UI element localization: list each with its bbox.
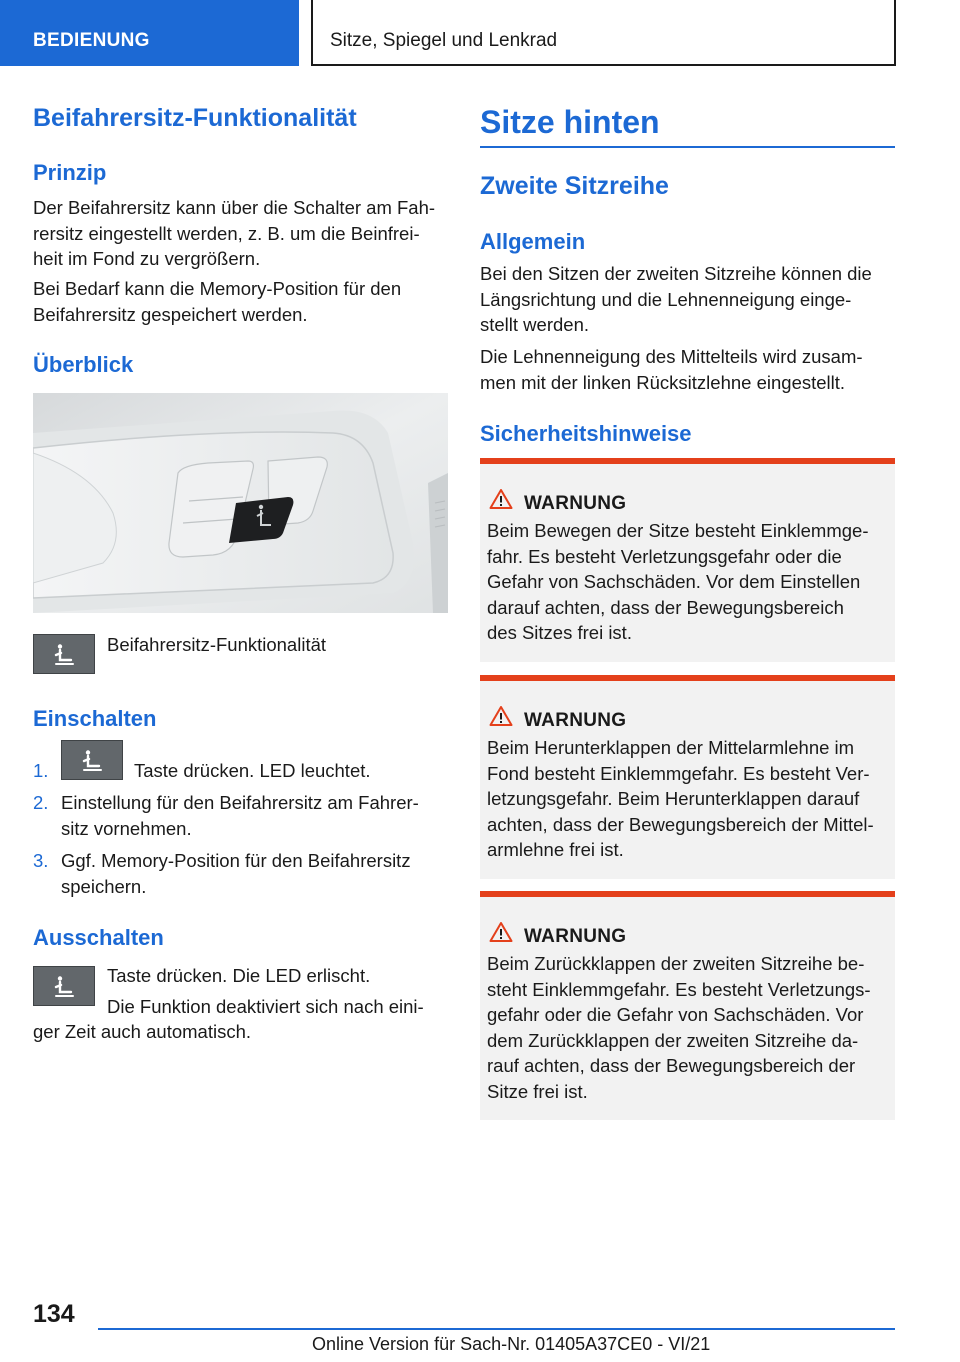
- text-line: Ggf. Memory-Position für den Beifahrersitz: [61, 850, 411, 871]
- text-line: Beim Herunterklappen der Mittelarmlehne im: [487, 737, 855, 758]
- seat-button-icon: [33, 966, 95, 1006]
- text-line: Gefahr von Sachschäden. Vor dem Einstellen: [487, 571, 861, 592]
- list-number: 1.: [33, 760, 49, 781]
- seat-switch-illustration: [33, 393, 448, 613]
- allgemein-paragraph-2: [480, 344, 900, 395]
- page-header: [0, 0, 960, 66]
- warning-triangle-icon: [489, 921, 513, 943]
- text-line: Sitze frei ist.: [487, 1080, 588, 1102]
- text-line: Längsrichtung und die Lehnenneigung einge-: [480, 288, 852, 310]
- text-line: rersitz eingestellt werden, z. B. um die Beinfrei-: [33, 222, 420, 244]
- text-line: stellt werden.: [480, 314, 589, 335]
- chapter-tab[interactable]: [311, 0, 896, 66]
- title-underline: [480, 146, 895, 148]
- text-line: steht Einklemmgefahr. Es besteht Verletzungs-: [487, 978, 871, 1000]
- heading-ueberblick: Überblick: [33, 352, 134, 377]
- warning-box: [480, 675, 895, 879]
- text-line: des Sitzes frei ist.: [487, 622, 632, 643]
- warning-title: WARNUNG: [524, 710, 627, 731]
- warning-text: [487, 951, 892, 1104]
- prinzip-paragraph-1: [33, 195, 453, 272]
- text-line: fahr. Es besteht Verletzungsgefahr oder die: [487, 545, 842, 567]
- list-number: 2.: [33, 792, 49, 813]
- text-line: sitz vornehmen.: [61, 817, 192, 839]
- prinzip-paragraph-2: [33, 276, 453, 327]
- subtitle-second-row: Zweite Sitzreihe: [480, 172, 669, 200]
- ausschalten-line-3: ger Zeit auch automatisch.: [33, 1021, 251, 1042]
- text-line: Bei den Sitzen der zweiten Sitzreihe können die: [480, 263, 872, 284]
- warning-box: [480, 458, 895, 662]
- section-title-rear: Sitze hinten: [480, 104, 660, 140]
- list-text: Taste drücken. LED leuchtet.: [134, 760, 371, 781]
- text-line: heit im Fond zu vergrößern.: [33, 248, 261, 269]
- text-line: Einstellung für den Beifahrersitz am Fahrer-: [61, 792, 419, 813]
- text-line: rauf achten, dass der Bewegungsbereich der: [487, 1055, 856, 1076]
- text-line: men mit der linken Rücksitzlehne eingestellt.: [480, 371, 846, 393]
- list-number: 3.: [33, 850, 49, 871]
- chapter-label: Sitze, Spiegel und Lenkrad: [330, 30, 558, 51]
- warning-text: [487, 518, 892, 646]
- footer-version[interactable]: Online Version für Sach-Nr. 01405A37CE0 - VI/21: [312, 1334, 711, 1354]
- text-line: speichern.: [61, 875, 147, 897]
- caption-icon-box: [33, 634, 95, 674]
- text-line: Fond besteht Einklemmgefahr. Es besteht Ver-: [487, 762, 870, 784]
- ausschalten-line-1: Taste drücken. Die LED erlischt.: [107, 965, 371, 986]
- text-line: Beim Bewegen der Sitze besteht Einklemmge-: [487, 520, 869, 541]
- section-label: BEDIENUNG: [33, 30, 150, 51]
- footer-rule: [98, 1328, 895, 1330]
- text-line: Der Beifahrersitz kann über die Schalter am Fah-: [33, 197, 436, 218]
- heading-allgemein: Allgemein: [480, 229, 586, 254]
- ausschalten-icon-box: [33, 966, 95, 1006]
- seat-button-icon: [61, 740, 123, 780]
- text-line: letzungsgefahr. Beim Herunterklappen darauf: [487, 788, 860, 809]
- text-line: Beifahrersitz gespeichert werden.: [33, 303, 308, 325]
- text-line: Beim Zurückklappen der zweiten Sitzreihe be-: [487, 953, 865, 974]
- heading-prinzip: Prinzip: [33, 160, 107, 185]
- warning-title: WARNUNG: [524, 926, 627, 947]
- page-number: 134: [33, 1300, 75, 1328]
- section-tab[interactable]: [0, 0, 299, 66]
- warning-triangle-icon: [489, 705, 513, 727]
- heading-ausschalten: Ausschalten: [33, 925, 164, 950]
- seat-switch-photo: [33, 393, 448, 613]
- seat-button-icon: [33, 634, 95, 674]
- warning-box: [480, 891, 895, 1120]
- warning-triangle-icon: [489, 488, 513, 510]
- text-line: gefahr oder die Gefahr von Sachschäden. Vor: [487, 1004, 864, 1025]
- photo-caption: Beifahrersitz-Funktionalität: [107, 634, 327, 655]
- warning-title: WARNUNG: [524, 493, 627, 514]
- allgemein-paragraph-1: [480, 261, 900, 338]
- text-line: achten, dass der Bewegungsbereich der Mittel-: [487, 813, 874, 835]
- text-line: armlehne frei ist.: [487, 839, 624, 860]
- warning-text: [487, 735, 892, 863]
- heading-sicherheitshinweise: Sicherheitshinweise: [480, 421, 692, 446]
- section-title: Beifahrersitz-Funktionalität: [33, 104, 357, 132]
- ausschalten-line-2: Die Funktion deaktiviert sich nach eini-: [107, 996, 424, 1017]
- text-line: Bei Bedarf kann die Memory-Position für den: [33, 278, 402, 299]
- heading-einschalten: Einschalten: [33, 706, 157, 731]
- text-line: darauf achten, dass der Bewegungsbereich: [487, 596, 844, 618]
- text-line: dem Zurückklappen der zweiten Sitzreihe da-: [487, 1029, 859, 1051]
- text-line: Die Lehnenneigung des Mittelteils wird zusam-: [480, 346, 863, 367]
